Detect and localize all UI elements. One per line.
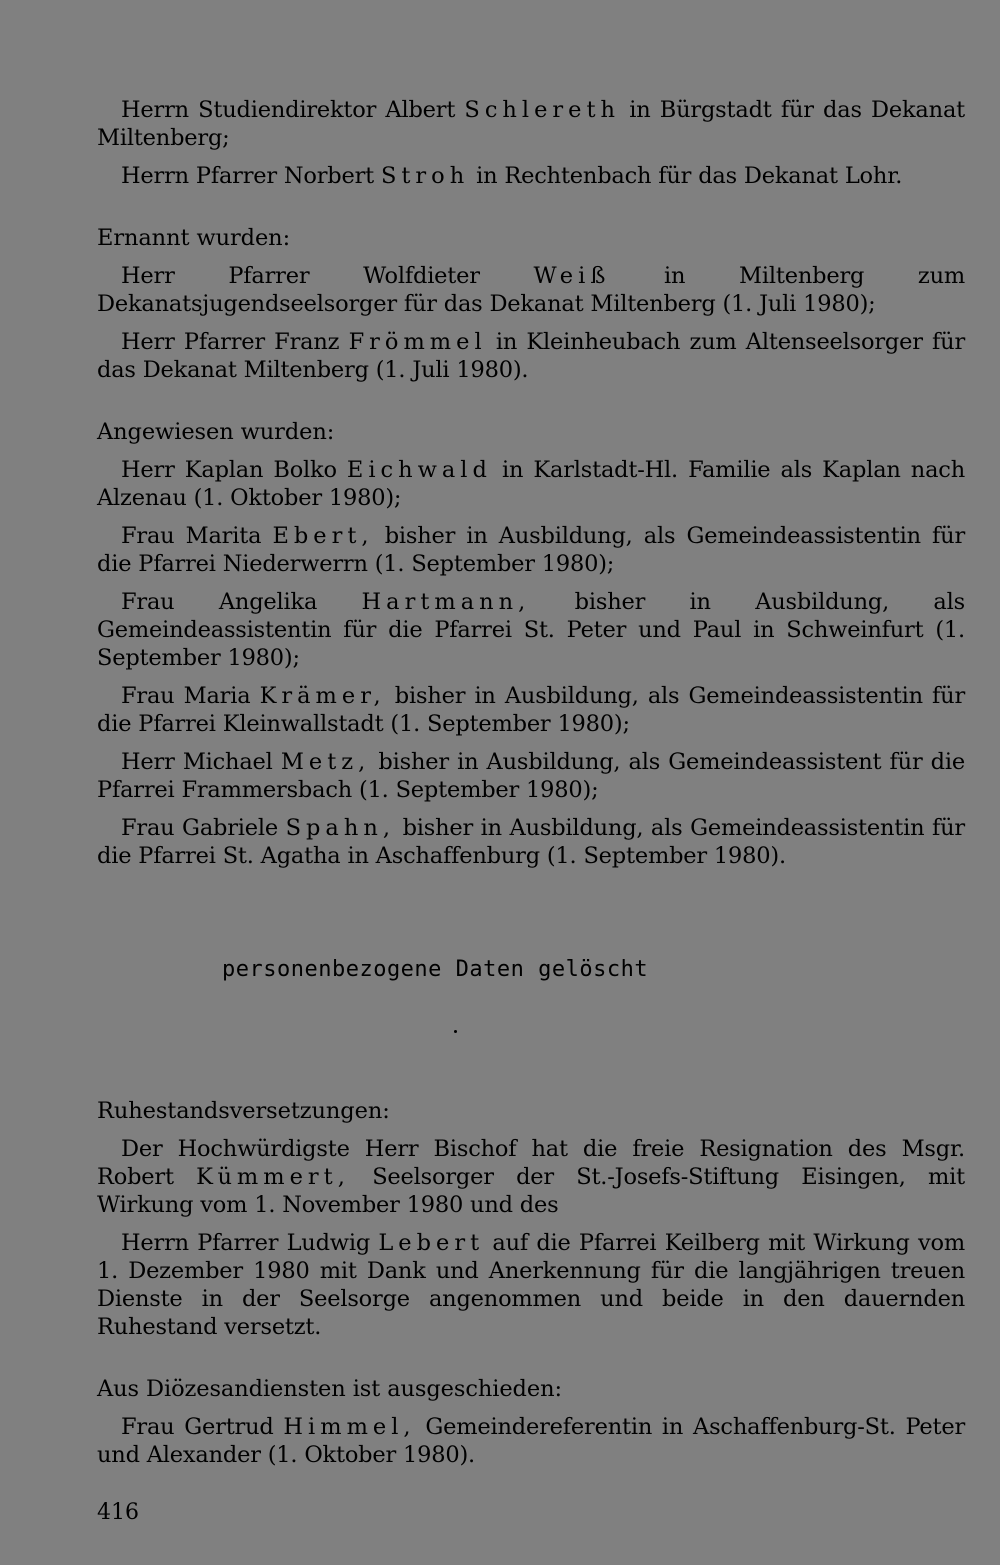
entry-text: bisher in Ausbildung, als Gemeindeassistentin für die Pfarrei Kleinwallstadt (1. September 1980); <box>97 683 966 737</box>
entry-stroh <box>97 162 965 190</box>
entry-weiss <box>97 262 965 318</box>
person-name: Schlereth <box>464 97 621 123</box>
entry-hartmann <box>97 588 965 672</box>
entry-text: in Bürgstadt für das Dekanat Miltenberg; <box>97 97 965 151</box>
person-name: Himmel, <box>283 1414 416 1440</box>
person-name: Eichwald <box>346 457 492 483</box>
entry-text: Herr Michael <box>121 749 281 775</box>
entry-kuemmert <box>97 1135 965 1219</box>
page-number: 416 <box>97 1500 139 1525</box>
entry-text: Frau Gabriele <box>121 815 286 841</box>
entry-text: Seelsorger der St.-Josefs-Stiftung Eisingen, mit Wirkung vom 1. November 1980 und des <box>97 1164 965 1218</box>
entry-text: Herr Kaplan Bolko <box>121 457 347 483</box>
person-name: Kümmert, <box>196 1164 350 1190</box>
entry-himmel <box>97 1413 965 1469</box>
entry-lebert <box>97 1229 965 1341</box>
entry-text: bisher in Ausbildung, als Gemeindeassistent für die Pfarrei Frammersbach (1. September 1980); <box>97 749 965 803</box>
person-name: Stroh <box>380 163 470 189</box>
entry-text: bisher in Ausbildung, als Gemeindeassistentin für die Pfarrei St. Agatha in Aschaffenburg (1. September 1980). <box>97 815 965 869</box>
entry-text: in Miltenberg zum Dekanatsjugendseelsorger für das Dekanat Miltenberg (1. Juli 1980); <box>97 263 965 317</box>
document-body-lower <box>97 1097 965 1479</box>
entry-text: in Karlstadt-Hl. Familie als Kaplan nach Alzenau (1. Oktober 1980); <box>97 457 965 511</box>
entry-text: Frau Marita <box>121 523 273 549</box>
redaction-note: personenbezogene Daten gelöscht <box>222 957 649 982</box>
person-name: Ebert, <box>272 523 374 549</box>
entry-text: Frau Angelika <box>121 589 362 615</box>
document-body-upper <box>97 96 965 880</box>
entry-text: Herrn Pfarrer Ludwig <box>121 1230 379 1256</box>
entry-text: Herr Pfarrer Franz <box>121 329 349 355</box>
entry-text: Der Hochwürdigste Herr Bischof hat die freie Resignation des Msgr. Robert <box>97 1136 965 1190</box>
entry-text: bisher in Ausbildung, als Gemeindeassistentin für die Pfarrei Niederwerrn (1. September 1980); <box>97 523 965 577</box>
section-heading-ernannt: Ernannt wurden: <box>97 225 291 251</box>
person-name: Weiß <box>533 263 611 289</box>
entry-text: Gemeindereferentin in Aschaffenburg-St. Peter und Alexander (1. Oktober 1980). <box>97 1414 966 1468</box>
entry-metz <box>97 748 965 804</box>
person-name: Hartmann, <box>361 589 531 615</box>
entry-text: in Rechtenbach für das Dekanat Lohr. <box>469 163 903 189</box>
entry-text: Herr Pfarrer Wolfdieter <box>121 263 534 289</box>
entry-spahn <box>97 814 965 870</box>
entry-text: Frau Gertrud <box>121 1414 284 1440</box>
entry-text: auf die Pfarrei Keilberg mit Wirkung vom 1. Dezember 1980 mit Dank und Anerkennung für die langjährigen treuen Dienste in der Seelsorge angenommen und beide in den dauernden Ruhestand versetzt. <box>97 1230 965 1340</box>
person-name: Metz, <box>280 749 371 775</box>
entry-froemmel <box>97 328 965 384</box>
section-heading-ruhestand: Ruhestandsversetzungen: <box>97 1098 390 1124</box>
section-heading-ausgeschieden: Aus Diözesandiensten ist ausgeschieden: <box>97 1376 562 1402</box>
person-name: Spahn, <box>285 815 395 841</box>
person-name: Krämer, <box>259 683 386 709</box>
person-name: Frömmel <box>348 329 487 355</box>
stray-dot-mark <box>454 1030 457 1033</box>
entry-kraemer <box>97 682 965 738</box>
section-heading-angewiesen: Angewiesen wurden: <box>97 419 335 445</box>
entry-text: bisher in Ausbildung, als Gemeindeassistentin für die Pfarrei St. Peter und Paul in Schweinfurt (1. September 1980); <box>97 589 965 671</box>
entry-text: Herrn Studiendirektor Albert <box>121 97 465 123</box>
entry-eichwald <box>97 456 965 512</box>
entry-schlereth <box>97 96 965 152</box>
entry-text: in Kleinheubach zum Altenseelsorger für das Dekanat Miltenberg (1. Juli 1980). <box>97 329 966 383</box>
person-name: Lebert <box>378 1230 485 1256</box>
entry-text: Frau Maria <box>121 683 260 709</box>
entry-ebert <box>97 522 965 578</box>
entry-text: Herrn Pfarrer Norbert <box>121 163 381 189</box>
